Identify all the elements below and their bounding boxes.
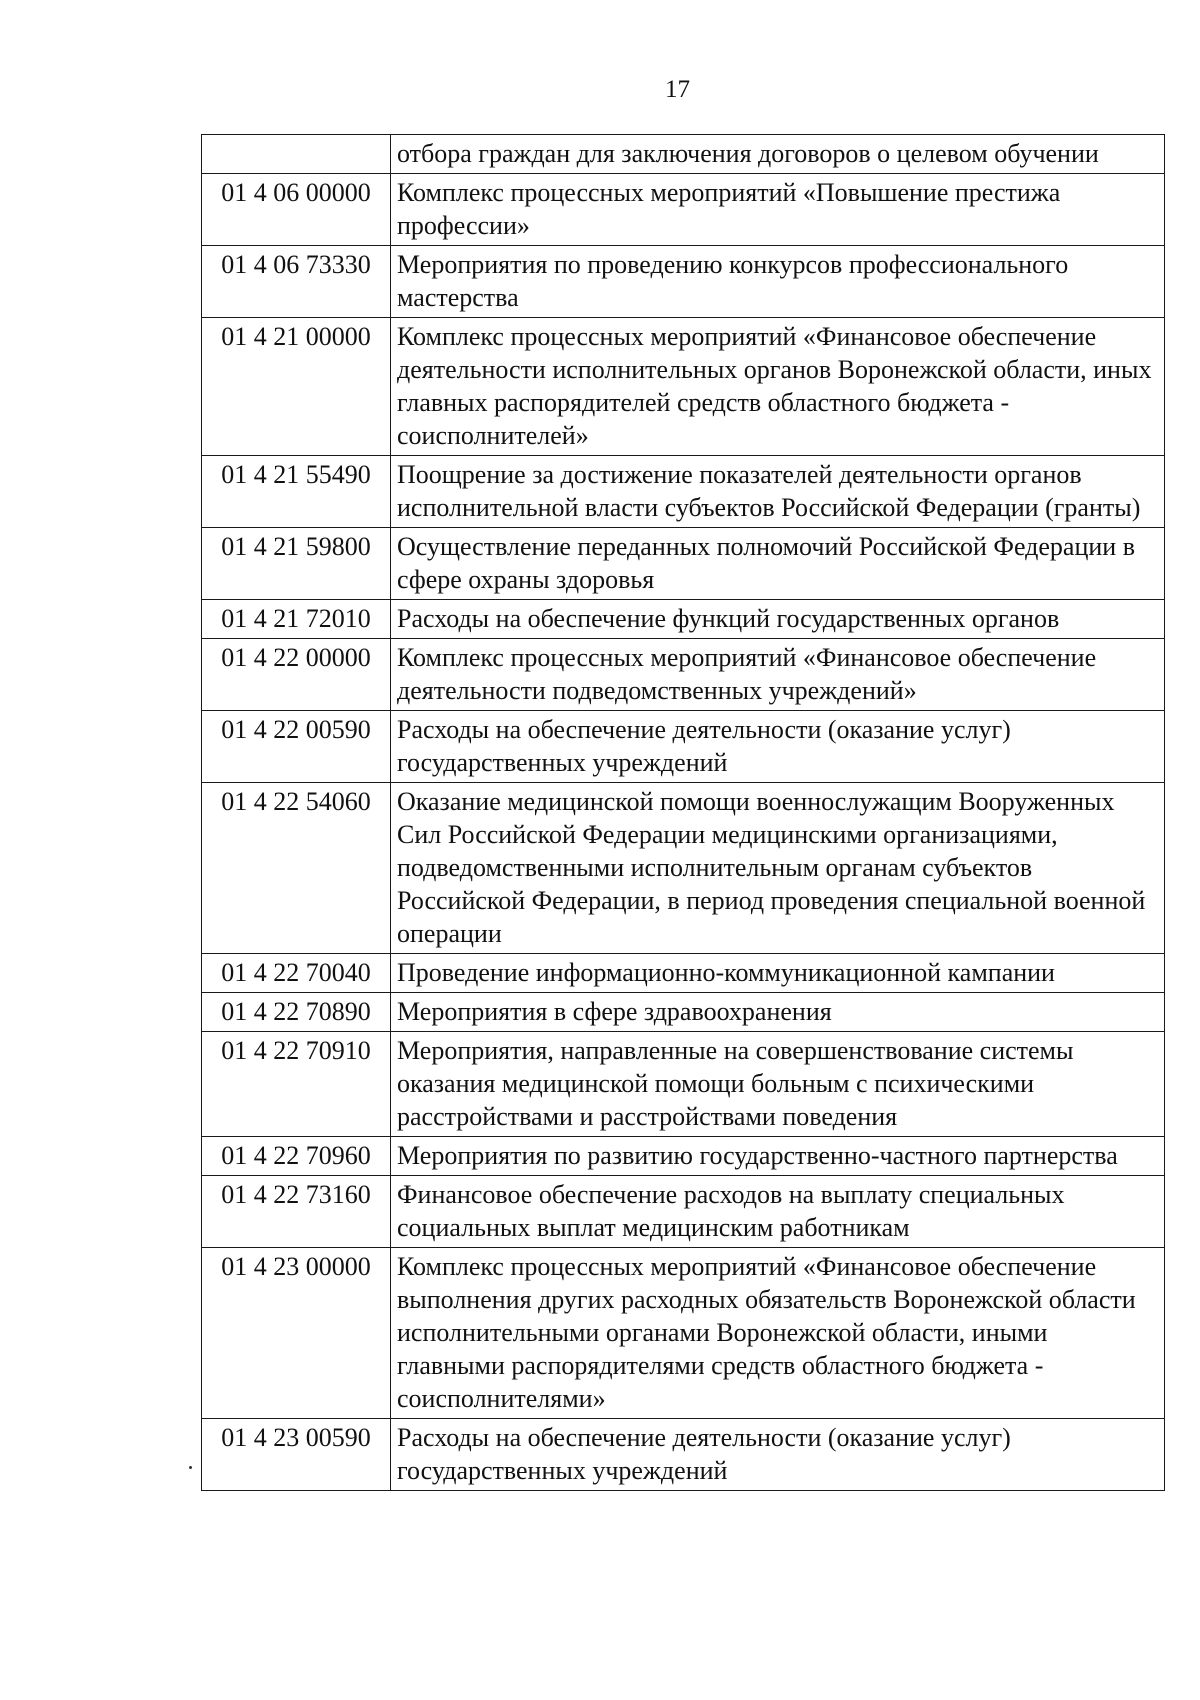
table-row: [202, 1248, 1165, 1419]
table-row: [202, 711, 1165, 783]
table-row: [202, 528, 1165, 600]
row-code: 01 4 22 00000: [202, 639, 391, 711]
table-row: [202, 1137, 1165, 1176]
row-code: 01 4 22 73160: [202, 1176, 391, 1248]
table-row: [202, 639, 1165, 711]
table-row: [202, 1419, 1165, 1491]
row-code: [202, 135, 391, 174]
table-row: [202, 1032, 1165, 1137]
table-row: [202, 318, 1165, 456]
table-row: [202, 135, 1165, 174]
row-code: 01 4 23 00590: [202, 1419, 391, 1491]
row-code: 01 4 21 72010: [202, 600, 391, 639]
row-code: 01 4 21 55490: [202, 456, 391, 528]
row-description: Мероприятия, направленные на совершенствование системы оказания медицинской помощи больным с психическими расстройствами и расстройствами поведения: [391, 1032, 1165, 1137]
row-description: Осуществление переданных полномочий Российской Федерации в сфере охраны здоровья: [391, 528, 1165, 600]
row-description: Проведение информационно-коммуникационной кампании: [391, 954, 1165, 993]
table-row: [202, 993, 1165, 1032]
scan-speck: [189, 1466, 192, 1469]
table-row: [202, 783, 1165, 954]
row-description: Мероприятия в сфере здравоохранения: [391, 993, 1165, 1032]
row-code: 01 4 22 70890: [202, 993, 391, 1032]
row-code: 01 4 22 00590: [202, 711, 391, 783]
row-description: Комплекс процессных мероприятий «Финансовое обеспечение деятельности исполнительных органов Воронежской области, иных главных распорядителей средств областного бюджета - соисполнителей»: [391, 318, 1165, 456]
table-row: [202, 456, 1165, 528]
row-description: Комплекс процессных мероприятий «Финансовое обеспечение деятельности подведомственных учреждений»: [391, 639, 1165, 711]
table-row: [202, 954, 1165, 993]
row-description: Комплекс процессных мероприятий «Повышение престижа профессии»: [391, 174, 1165, 246]
row-code: 01 4 06 00000: [202, 174, 391, 246]
row-code: 01 4 22 54060: [202, 783, 391, 954]
table-row: [202, 246, 1165, 318]
row-description: Расходы на обеспечение деятельности (оказание услуг) государственных учреждений: [391, 1419, 1165, 1491]
row-code: 01 4 22 70040: [202, 954, 391, 993]
row-code: 01 4 22 70910: [202, 1032, 391, 1137]
row-code: 01 4 22 70960: [202, 1137, 391, 1176]
row-code: 01 4 23 00000: [202, 1248, 391, 1419]
table-row: [202, 600, 1165, 639]
row-description: Поощрение за достижение показателей деятельности органов исполнительной власти субъектов Российской Федерации (гранты): [391, 456, 1165, 528]
row-description: Расходы на обеспечение функций государственных органов: [391, 600, 1165, 639]
row-code: 01 4 06 73330: [202, 246, 391, 318]
table-row: [202, 1176, 1165, 1248]
row-description: Комплекс процессных мероприятий «Финансовое обеспечение выполнения других расходных обязательств Воронежской области исполнительными органами Воронежской области, иными главными распорядителями средств областного бюджета - соисполнителями»: [391, 1248, 1165, 1419]
row-description: Мероприятия по проведению конкурсов профессионального мастерства: [391, 246, 1165, 318]
table-row: [202, 174, 1165, 246]
row-code: 01 4 21 59800: [202, 528, 391, 600]
budget-classification-table: [201, 134, 1165, 1491]
row-description: Финансовое обеспечение расходов на выплату специальных социальных выплат медицинским работникам: [391, 1176, 1165, 1248]
row-description: Мероприятия по развитию государственно-частного партнерства: [391, 1137, 1165, 1176]
row-description: Расходы на обеспечение деятельности (оказание услуг) государственных учреждений: [391, 711, 1165, 783]
row-code: 01 4 21 00000: [202, 318, 391, 456]
page-number: 17: [665, 76, 690, 103]
row-description: отбора граждан для заключения договоров о целевом обучении: [391, 135, 1165, 174]
row-description: Оказание медицинской помощи военнослужащим Вооруженных Сил Российской Федерации медицинскими организациями, подведомственными исполнительным органам субъектов Российской Федерации, в период проведения специальной военной операции: [391, 783, 1165, 954]
